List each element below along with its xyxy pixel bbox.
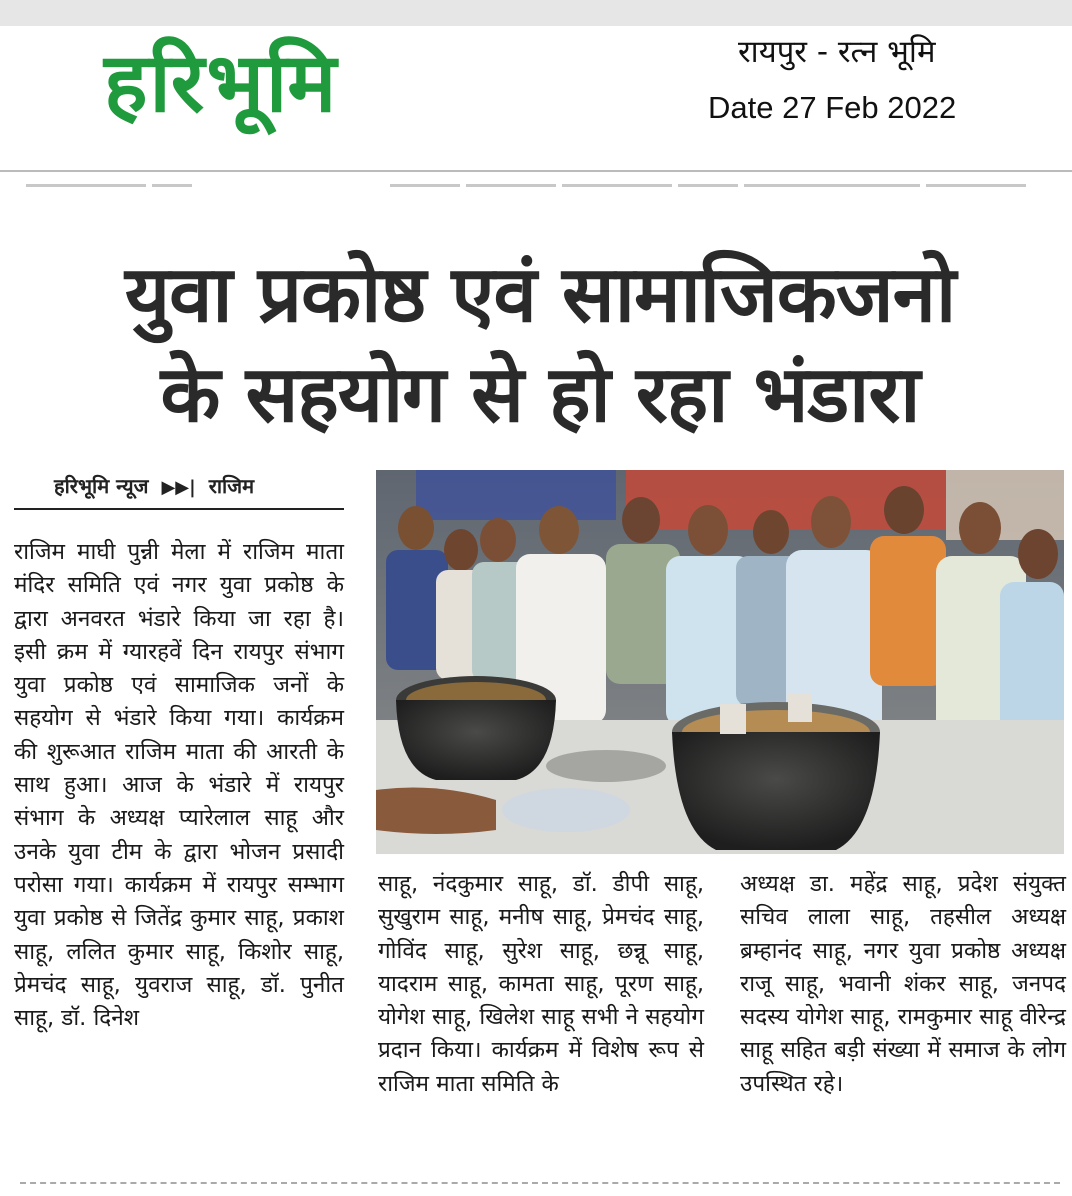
top-gray-bar — [0, 0, 1072, 26]
byline-arrow-icon: ▶▶| — [161, 477, 196, 498]
faint-previous-text-3 — [770, 180, 1026, 192]
article-text-col2: साहू, नंदकुमार साहू, डॉ. डीपी साहू, सुखुराम साहू, मनीष साहू, प्रेमचंद साहू, गोविंद साहू, सुरेश साहू, छन्नू साहू, यादराम साहू, कामता साहू, पूरण साहू, योगेश साहू, खिलेश साहू सभी ने सहयोग प्रदान किया। कार्यक्रम में विशेष रूप से राजिम माता समिति के — [378, 871, 704, 1097]
byline — [14, 468, 344, 510]
bottom-divider — [20, 1182, 1060, 1184]
faint-previous-text-2 — [390, 180, 784, 192]
byline-source: हरिभूमि न्यूज — [54, 474, 149, 498]
article-text-col3: अध्यक्ष डा. महेंद्र साहू, प्रदेश संयुक्त सचिव लाला साहू, तहसील अध्यक्ष ब्रम्हानंद साहू, नगर युवा प्रकोष्ठ अध्यक्ष राजू साहू, भवानी शंकर साहू, जनपद सदस्य योगेश साहू, रामकुमार साहू वीरेन्द्र साहू सहित बड़ी संख्या में समाज के लोग उपस्थित रहे। — [740, 871, 1066, 1097]
byline-place: राजिम — [208, 474, 255, 498]
headline-line-1: युवा प्रकोष्ठ एवं सामाजिकजनो — [124, 250, 956, 340]
date-label: Date 27 Feb 2022 — [708, 90, 957, 125]
article-column-1 — [14, 536, 344, 1035]
headline-line-2: के सहयोग से हो रहा भंडारा — [160, 350, 920, 440]
photo-illustration — [376, 470, 1064, 854]
article-column-2 — [378, 868, 704, 1101]
article-column-3 — [740, 868, 1066, 1101]
masthead-divider — [0, 170, 1072, 172]
byline-text — [54, 472, 254, 499]
faint-previous-text — [26, 180, 192, 192]
news-photo — [376, 470, 1064, 854]
newspaper-logo: हरिभूमि — [104, 36, 339, 131]
article-text-col1: राजिम माघी पुन्नी मेला में राजिम माता मंदिर समिति एवं नगर युवा प्रकोष्ठ के द्वारा अनवरत भंडारे किया जा रहा है। इसी क्रम में ग्यारहवें दिन रायपुर संभाग युवा प्रकोष्ठ एवं सामाजिक जनों के सहयोग से भंडारे किया गया। कार्यक्रम की शुरूआत राजिम माता की आरती के साथ हुआ। आज के भंडारे में रायपुर संभाग के अध्यक्ष प्यारेलाल साहू और उनके युवा टीम के द्वारा भोजन प्रसादी परोसा गया। कार्यक्रम में रायपुर सम्भाग युवा प्रकोष्ठ से जितेंद्र कुमार साहू, प्रकाश साहू, ललित कुमार साहू, किशोर साहू, प्रेमचंद साहू, युवराज साहू, डॉ. पुनीत साहू, डॉ. दिनेश — [14, 539, 344, 1032]
edition-label: रायपुर - रत्न भूमि — [738, 34, 936, 70]
